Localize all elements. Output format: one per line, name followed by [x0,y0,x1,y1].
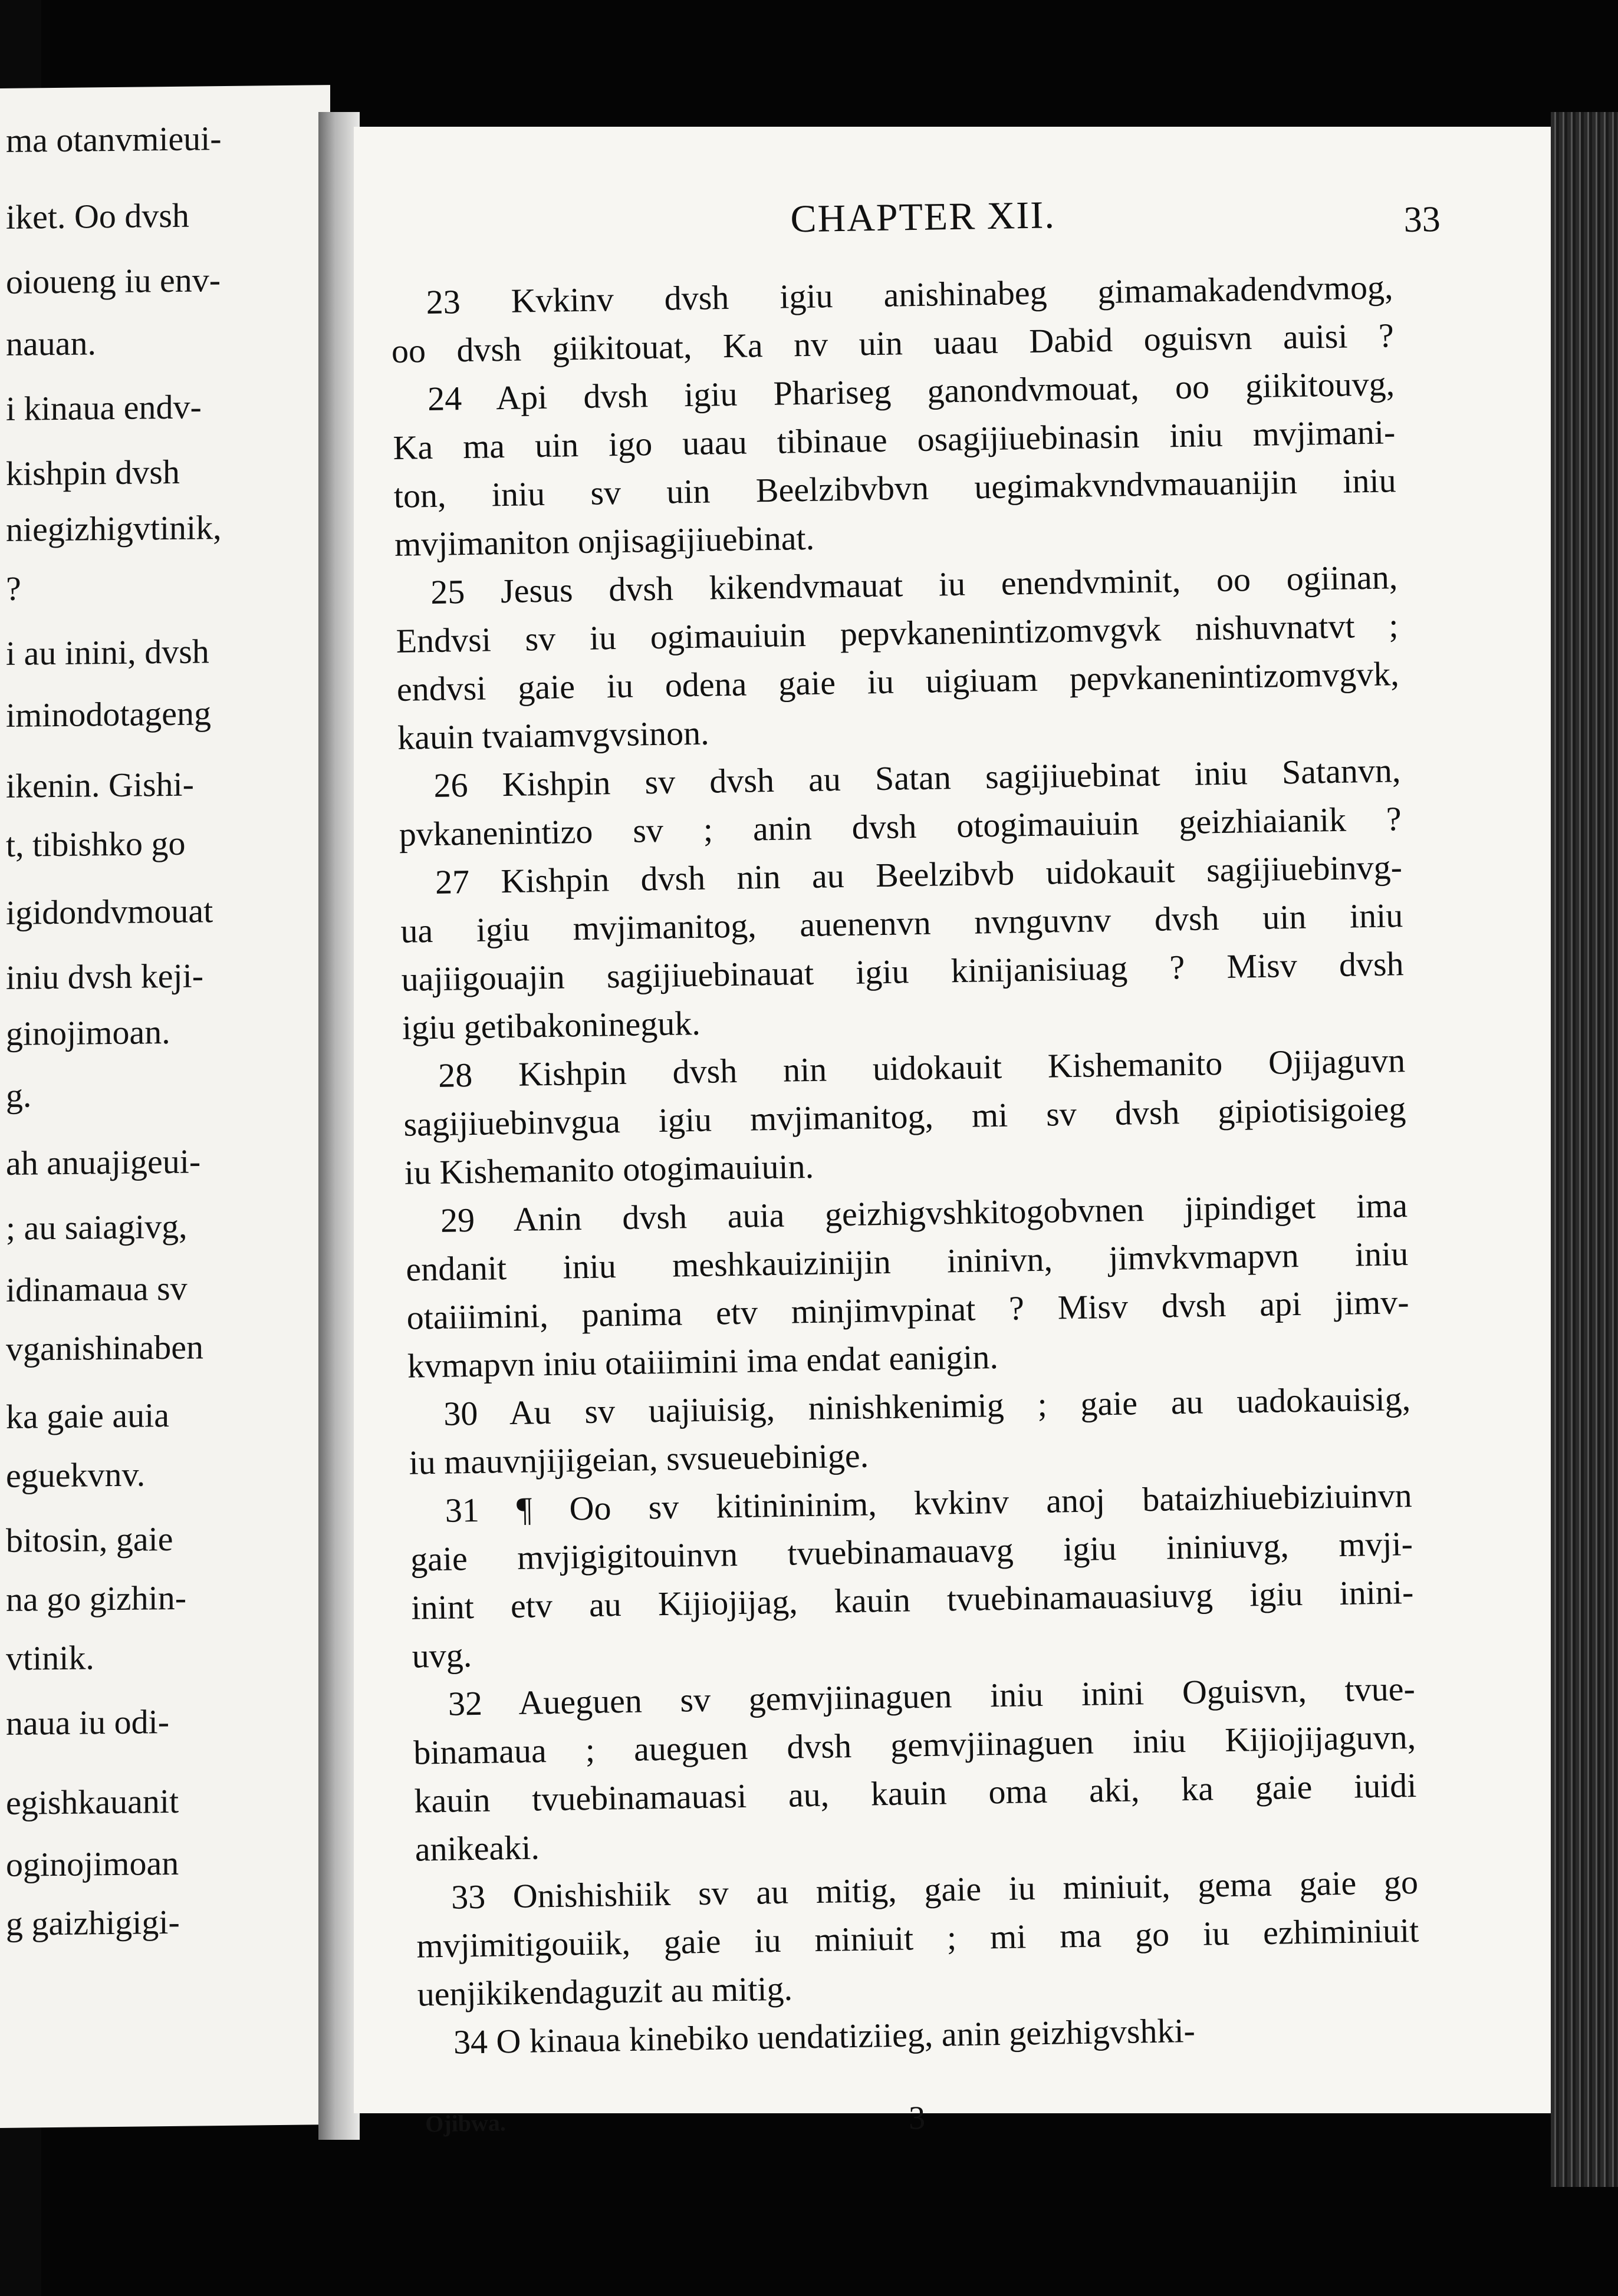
text-line: sagijiuebinvgua igiu mvjimanitog, mi sv dvsh gipiotisigoieg [403,1089,1406,1144]
left-page-line: eguekvnv. [6,1455,146,1495]
signature-mark: Ojibwa. [425,2109,507,2137]
text-line: oo dvsh giikitouat, Ka nv uin uaau Dabid oguisvn auisi ? [391,316,1395,370]
text-line: 34 O kinaua kinebiko uendatiziieg, anin geizhigvshki- [453,2011,1196,2061]
text-line: 25 Jesus dvsh kikendvmauat iu enendvminit, oo ogiinan, [430,558,1398,611]
signature-number: 3 [908,2100,926,2137]
left-page-line: i au inini, dvsh [6,632,209,673]
text-line: iu Kishemanito otogimauiuin. [404,1147,814,1192]
left-page-line: ah anuajigeui- [6,1142,201,1182]
text-line: 32 Aueguen sv gemvjiinaguen iniu inini Oguisvn, tvue- [448,1669,1416,1723]
left-page-line: bitosin, gaie [6,1519,173,1560]
text-line: iu mauvnjijigeian, svsueuebinige. [409,1436,869,1482]
chapter-title: CHAPTER XII. [790,193,1056,241]
text-line: endvsi gaie iu odena gaie iu uigiuam pepvkanenintizomvgvk, [396,654,1400,709]
text-line: pvkanenintizo sv ; anin dvsh otogimauiuin geizhiaianik ? [399,799,1402,854]
text-line: 33 Onishishiik sv au mitig, gaie iu miniuit, gema gaie go [450,1862,1419,1916]
text-line: 31 ¶ Oo sv kitinininim, kvkinv anoj bataizhiuebiziuinvn [445,1476,1413,1530]
page-number: 33 [1403,199,1441,240]
text-line: Endvsi sv iu ogimauiuin pepvkanenintizomvgvk nishuvnatvt ; [396,606,1399,660]
text-line: 27 Kishpin dvsh nin au Beelzibvb uidokauit sagijiuebinvg- [435,848,1403,901]
left-page-line: igidondvmouat [6,891,213,932]
page-edges [1551,112,1618,2187]
text-line: 30 Au sv uajiuisig, ninishkenimig ; gaie au uadokauisig, [443,1379,1411,1433]
text-line: 24 Api dvsh igiu Phariseg ganondvmouat, oo giikitouvg, [427,364,1395,419]
text-line: otaiiimini, panima etv minjimvpinat ? Misv dvsh api jimv- [406,1283,1409,1337]
left-page-line: ? [6,569,21,608]
left-page-line: egishkauanit [6,1781,179,1822]
left-page-line: iminodotageng [6,694,211,734]
left-page-line: na go gizhin- [6,1578,187,1619]
text-line: uenjikikendaguzit au mitig. [417,1969,793,2014]
text-line: inint etv au Kijiojijag, kauin tvuebinamauasiuvg igiu inini- [410,1573,1414,1627]
left-page-line: i kinaua endv- [6,387,202,428]
left-page-line: vganishinaben [6,1327,204,1368]
text-line: kauin tvaiamvgvsinon. [397,713,710,757]
left-page-line: niegizhigvtinik, [6,508,222,549]
left-page-line: iniu dvsh keji- [6,956,204,997]
text-line: kauin tvuebinamauasi au, kauin oma aki, ka gaie iuidi [414,1765,1417,1820]
left-page-line: ; au saiagivg, [6,1207,188,1247]
left-page-line: ma otanvmieui- [6,119,222,160]
left-page-line: idinamaua sv [6,1269,188,1309]
left-page-line: t, tibishko go [6,823,186,864]
text-line: 29 Anin dvsh auia geizhigvshkitogobvnen jipindiget ima [440,1186,1408,1240]
text-line: uvg. [412,1636,472,1675]
text-line: ton, iniu sv uin Beelzibvbvn uegimakvndvmauanijin iniu [393,461,1397,515]
left-page-line: ka gaie auia [6,1395,169,1436]
text-line: 28 Kishpin dvsh nin uidokauit Kishemanito Ojijaguvn [438,1041,1406,1095]
left-page-line: nauan. [6,324,96,363]
text-line: 26 Kishpin sv dvsh au Satan sagijiuebinat iniu Satanvn, [433,751,1401,805]
text-line: 23 Kvkinv dvsh igiu anishinabeg gimamakadendvmog, [426,268,1393,322]
text-line: Ka ma uin igo uaau tibinaue osagijiuebinasin iniu mvjimani- [393,413,1396,467]
left-page-line: ikenin. Gishi- [6,765,194,805]
text-line: igiu getibakonineguk. [402,1003,701,1047]
text-line: anikeaki. [415,1828,540,1869]
left-page-line: g. [6,1076,32,1115]
text-line: kvmapvn iniu otaiiimini ima endat eanigin. [407,1338,999,1385]
text-line: gaie mvjigigitouinvn tvuebinamauavg igiu ininiuvg, mvji- [410,1524,1413,1579]
left-page-line: kishpin dvsh [6,452,180,493]
left-page-line: g gaizhigigi- [6,1902,180,1943]
text-line: binamaua ; aueguen dvsh gemvjiinaguen iniu Kijiojijaguvn, [413,1717,1416,1772]
left-page-line: oioueng iu env- [6,261,221,301]
left-page [0,85,330,2128]
text-line: endanit iniu meshkauizinijin ininivn, jimvkvmapvn iniu [405,1234,1409,1289]
left-page-line: vtinik. [6,1638,94,1678]
left-page-line: ginojimoan. [6,1012,170,1053]
text-line: mvjimaniton onjisagijiuebinat. [394,518,815,564]
left-page-line: iket. Oo dvsh [6,196,189,236]
left-page-line: naua iu odi- [6,1702,170,1742]
text-line: mvjimitigouiik, gaie iu miniuit ; mi ma go iu ezhiminiuit [416,1910,1419,1965]
text-line: ua igiu mvjimanitog, auenenvn nvnguvnv dvsh uin iniu [400,896,1403,950]
text-line: uajiigouajin sagijiuebinauat igiu kinijanisiuag ? Misv dvsh [401,944,1404,999]
right-page [354,127,1560,2137]
page-content [389,186,1510,2137]
left-page-line: oginojimoan [6,1843,179,1884]
